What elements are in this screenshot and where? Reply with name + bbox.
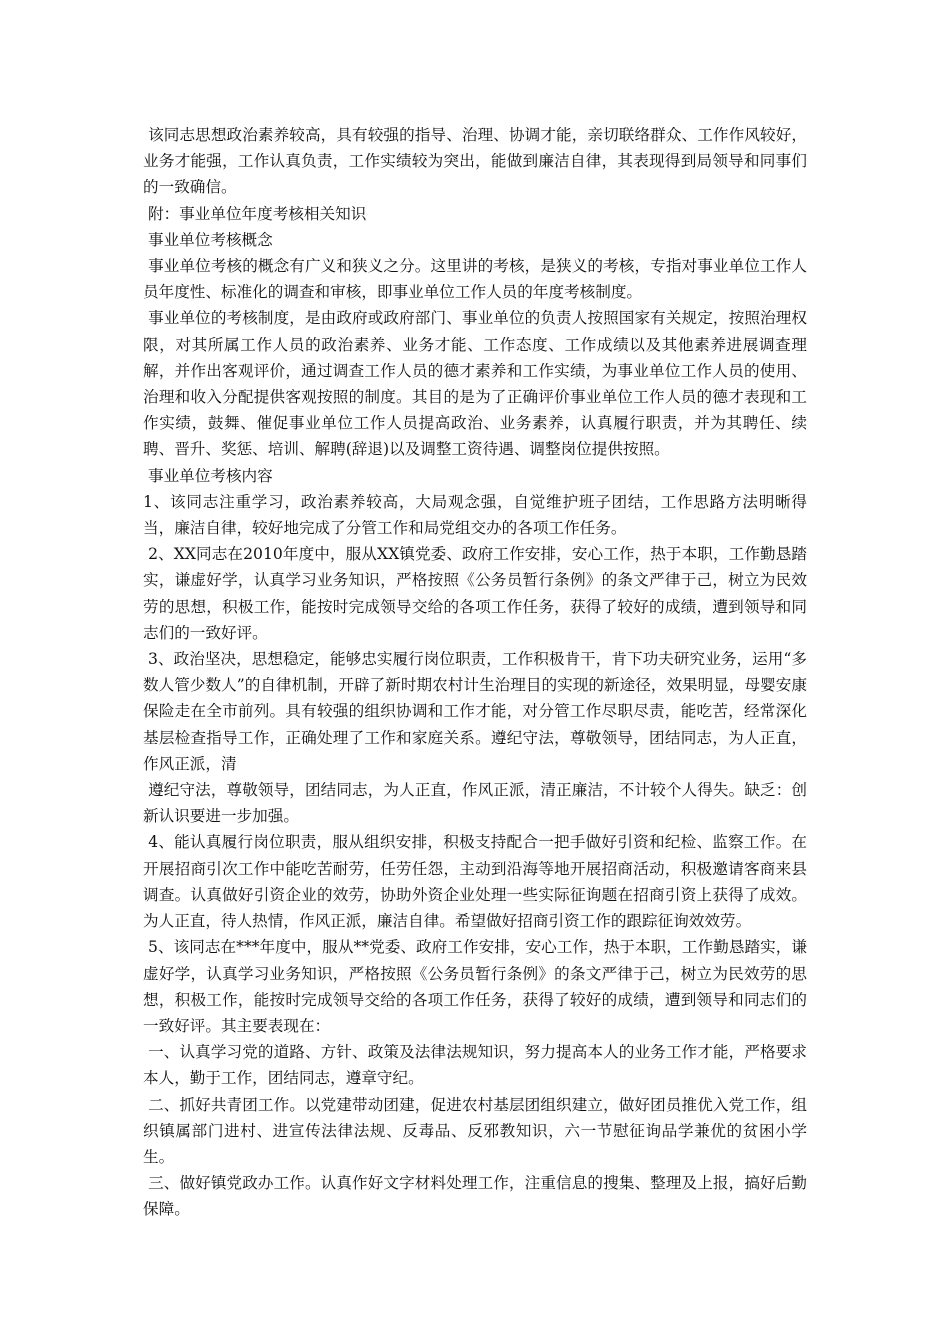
paragraph: 5、该同志在***年度中，服从**党委、政府工作安排，安心工作，热于本职，工作勤恳踏实，谦虚好学，认真学习业务知识，严格按照《公务员暂行条例》的条文严律于己，树立为民效劳的思想，积极工作，能按时完成领导交给的各项工作任务，获得了较好的成绩，遭到领导和同志们的一致好评。其主要表现在： bbox=[143, 938, 807, 1035]
document-body bbox=[143, 122, 807, 1223]
section-heading: 事业单位考核内容 bbox=[143, 466, 273, 485]
paragraph: 一、认真学习党的道路、方针、政策及法律法规知识，努力提高本人的业务工作才能，严格要求本人，勤于工作，团结同志，遵章守纪。 bbox=[143, 1043, 807, 1088]
paragraph: 事业单位考核的概念有广义和狭义之分。这里讲的考核，是狭义的考核，专指对事业单位工作人员年度性、标准化的调查和审核，即事业单位工作人员的年度考核制度。 bbox=[143, 257, 807, 302]
paragraph: 三、做好镇党政办工作。认真作好文字材料处理工作，注重信息的搜集、整理及上报，搞好后勤保障。 bbox=[143, 1174, 807, 1219]
paragraph: 3、政治坚决，思想稳定，能够忠实履行岗位职责，工作积极肯干，肯下功夫研究业务，运用“多数人管少数人”的自律机制，开辟了新时期农村计生治理目的实现的新途径，效果明显，母婴安康保险走在全市前列。具有较强的组织协调和工作才能，对分管工作尽职尽责，能吃苦，经常深化基层检查指导工作，正确处理了工作和家庭关系。遵纪守法，尊敬领导，团结同志，为人正直，作风正派，清 bbox=[143, 650, 807, 773]
paragraph: 二、抓好共青团工作。以党建带动团建，促进农村基层团组织建立，做好团员推优入党工作，组织镇属部门进村、进宣传法律法规、反毒品、反邪教知识，六一节慰征询品学兼优的贫困小学生。 bbox=[143, 1095, 807, 1166]
section-heading: 事业单位考核概念 bbox=[143, 230, 273, 249]
paragraph: 2、XX同志在2010年度中，服从XX镇党委、政府工作安排，安心工作，热于本职，工作勤恳踏实，谦虚好学，认真学习业务知识，严格按照《公务员暂行条例》的条文严律于己，树立为民效劳的思想，积极工作，能按时完成领导交给的各项工作任务，获得了较好的成绩，遭到领导和同志们的一致好评。 bbox=[143, 545, 807, 642]
paragraph: 遵纪守法，尊敬领导，团结同志，为人正直，作风正派，清正廉洁，不计较个人得失。缺乏：创新认识要进一步加强。 bbox=[143, 781, 807, 826]
paragraph: 事业单位的考核制度，是由政府或政府部门、事业单位的负责人按照国家有关规定，按照治理权限，对其所属工作人员的政治素养、业务才能、工作态度、工作成绩以及其他素养进展调查理解，并作出客观评价，通过调查工作人员的德才素养和工作实绩，为事业单位工作人员的使用、治理和收入分配提供客观按照的制度。其目的是为了正确评价事业单位工作人员的德才表现和工作实绩，鼓舞、催促事业单位工作人员提高政治、业务素养，认真履行职责，并为其聘任、续聘、晋升、奖惩、培训、解聘(辞退)以及调整工资待遇、调整岗位提供按照。 bbox=[143, 309, 807, 459]
paragraph: 该同志思想政治素养较高，具有较强的指导、治理、协调才能，亲切联络群众、工作作风较好，业务才能强，工作认真负责，工作实绩较为突出，能做到廉洁自律，其表现得到局领导和同事们的一致确信。 bbox=[143, 126, 807, 197]
paragraph: 4、能认真履行岗位职责，服从组织安排，积极支持配合一把手做好引资和纪检、监察工作。在开展招商引次工作中能吃苦耐劳，任劳任怨，主动到沿海等地开展招商活动，积极邀请客商来县调查。认真做好引资企业的效劳，协助外资企业处理一些实际征询题在招商引资上获得了成效。为人正直，待人热情，作风正派，廉洁自律。希望做好招商引资工作的跟踪征询效效劳。 bbox=[143, 833, 808, 931]
paragraph: 附：事业单位年度考核相关知识 bbox=[143, 204, 367, 223]
paragraph: 1、该同志注重学习，政治素养较高，大局观念强，自觉维护班子团结，工作思路方法明晰得当，廉洁自律，较好地完成了分管工作和局党组交办的各项工作任务。 bbox=[143, 492, 807, 538]
